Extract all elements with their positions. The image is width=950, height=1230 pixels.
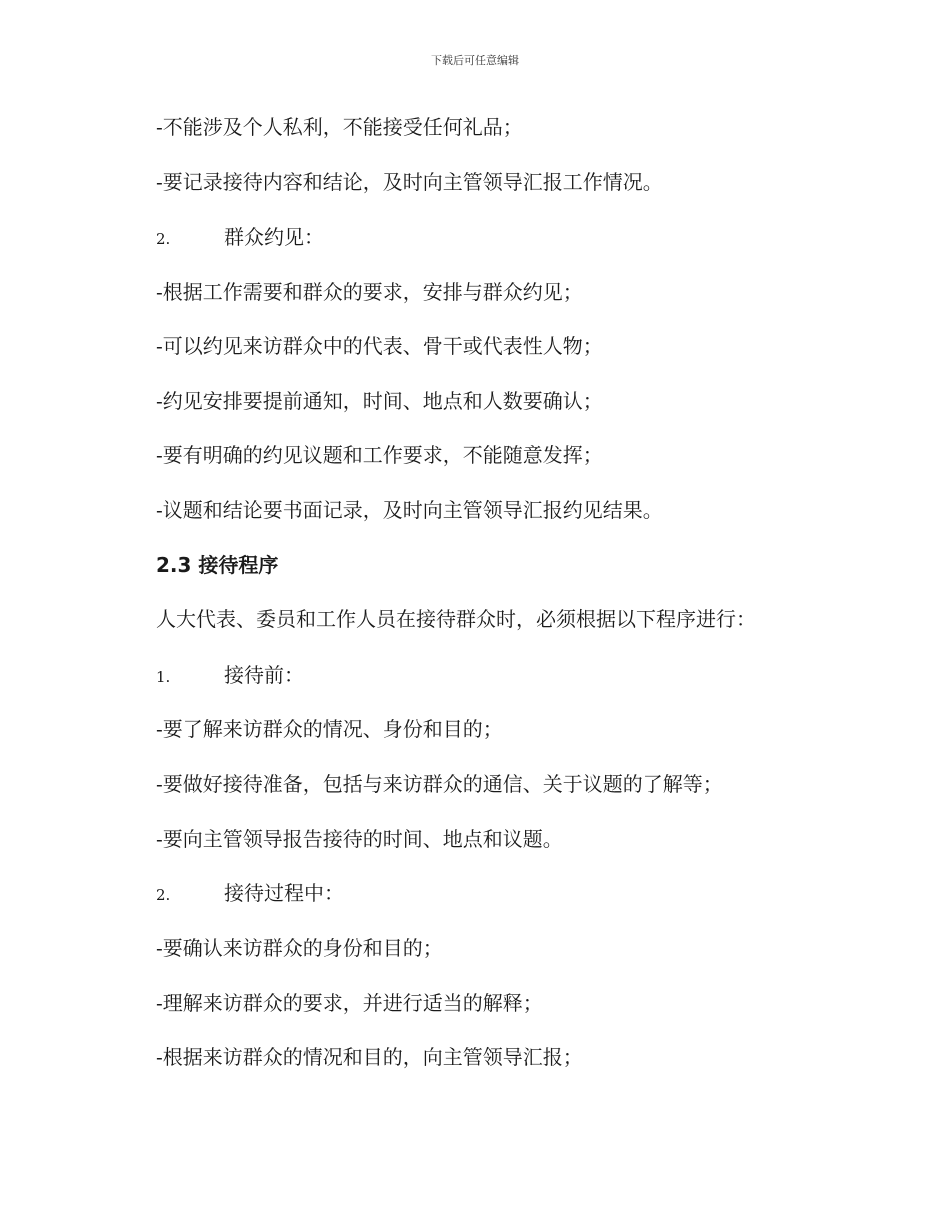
body-line: -可以约见来访群众中的代表、骨干或代表性人物； bbox=[156, 334, 603, 358]
list-item bbox=[156, 223, 856, 253]
body-line: -根据来访群众的情况和目的，向主管领导汇报； bbox=[156, 1045, 583, 1069]
list-item-number: 1. bbox=[156, 668, 171, 686]
list-item-number: 2. bbox=[156, 230, 171, 248]
body-line: -要了解来访群众的情况、身份和目的； bbox=[156, 717, 503, 741]
page-header: 下载后可任意编辑 bbox=[431, 54, 519, 67]
body-line: -要有明确的约见议题和工作要求，不能随意发挥； bbox=[156, 443, 603, 467]
list-item bbox=[156, 661, 856, 691]
body-line: 人大代表、委员和工作人员在接待群众时，必须根据以下程序进行： bbox=[156, 607, 756, 631]
body-line: -不能涉及个人私利，不能接受任何礼品； bbox=[156, 115, 523, 139]
body-line: -根据工作需要和群众的要求，安排与群众约见； bbox=[156, 280, 583, 304]
list-item-text: 接待过程中： bbox=[224, 881, 344, 905]
body-line: -要记录接待内容和结论，及时向主管领导汇报工作情况。 bbox=[156, 170, 663, 194]
list-item-text: 接待前： bbox=[224, 663, 304, 687]
body-line: -议题和结论要书面记录，及时向主管领导汇报约见结果。 bbox=[156, 498, 663, 522]
body-line: -理解来访群众的要求，并进行适当的解释； bbox=[156, 991, 543, 1015]
body-line: -要确认来访群众的身份和目的； bbox=[156, 936, 443, 960]
body-line: -约见安排要提前通知，时间、地点和人数要确认； bbox=[156, 389, 603, 413]
body-line: -要向主管领导报告接待的时间、地点和议题。 bbox=[156, 827, 563, 851]
list-item-number: 2. bbox=[156, 886, 171, 904]
section-heading: 2.3 接待程序 bbox=[156, 553, 279, 577]
body-line: -要做好接待准备，包括与来访群众的通信、关于议题的了解等； bbox=[156, 772, 723, 796]
list-item-text: 群众约见： bbox=[224, 225, 324, 249]
list-item bbox=[156, 879, 856, 909]
